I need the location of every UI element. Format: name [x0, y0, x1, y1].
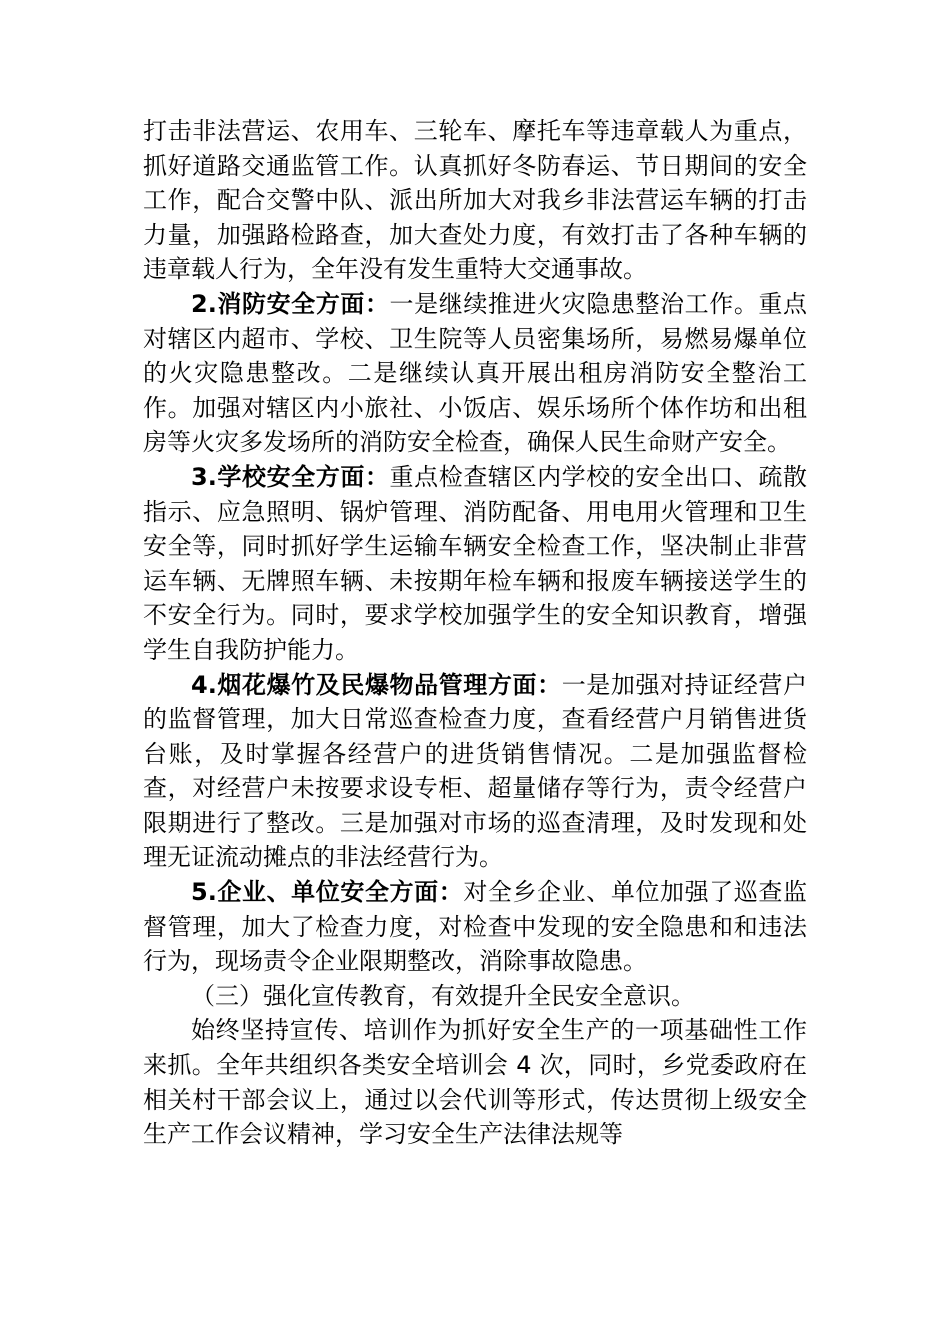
paragraph-text: 重点检查辖区内学校的安全出口、疏散指示、应急照明、锅炉管理、消防配备、用电用火管理和卫生安全等，同时抓好学生运输车辆安全检查工作，坚决制止非营运车辆、无牌照车辆、未按期年检车辆和报废车辆接送学生的不安全行为。同时，要求学校加强学生的安全知识教育，增强学生自我防护能力。 — [143, 462, 807, 664]
paragraph-school-safety — [143, 460, 807, 668]
paragraph-enterprise-safety — [143, 875, 807, 979]
paragraph-text: 始终坚持宣传、培训作为抓好安全生产的一项基础性工作来抓。全年共组织各类安全培训会 4 次，同时，乡党委政府在相关村干部会议上，通过以会代训等形式，传达贯彻上级安全生产工作会议精神，学习安全生产法律法规等 — [143, 1016, 807, 1149]
section-heading-school-safety: 3.学校安全方面： — [191, 462, 390, 491]
paragraph-text: 一是继续推进火灾隐患整治工作。重点对辖区内超市、学校、卫生院等人员密集场所，易燃易爆单位的火灾隐患整改。二是继续认真开展出租房消防安全整治工作。加强对辖区内小旅社、小饭店、娱乐场所个体作坊和出租房等火灾多发场所的消防安全检查，确保人民生命财产安全。 — [143, 289, 807, 457]
paragraph-fireworks — [143, 668, 807, 876]
paragraph-text: 一是加强对持证经营户的监督管理，加大日常巡查检查力度，查看经营户月销售进货台账，及时掌握各经营户的进货销售情况。二是加强监督检查，对经营户未按要求设专柜、超量储存等行为，责令经营户限期进行了整改。三是加强对市场的巡查清理，及时发现和处理无证流动摊点的非法经营行为。 — [143, 670, 808, 872]
paragraph-text: （三）强化宣传教育，有效提升全民安全意识。 — [191, 981, 695, 1010]
paragraph-text: 对全乡企业、单位加强了巡查监督管理，加大了检查力度，对检查中发现的安全隐患和和违法行为，现场责令企业限期整改，消除事故隐患。 — [143, 878, 807, 976]
section-heading-fireworks: 4.烟花爆竹及民爆物品管理方面： — [191, 670, 562, 699]
paragraph-fire-safety — [143, 287, 807, 460]
paragraph-training — [143, 1013, 807, 1151]
paragraph-road-traffic — [143, 114, 807, 287]
section-heading-fire-safety: 2.消防安全方面： — [191, 289, 390, 318]
paragraph-text: 打击非法营运、农用车、三轮车、摩托车等违章载人为重点，抓好道路交通监管工作。认真抓好冬防春运、节日期间的安全工作，配合交警中队、派出所加大对我乡非法营运车辆的打击力量，加强路检路查，加大查处力度，有效打击了各种车辆的违章载人行为，全年没有发生重特大交通事故。 — [143, 117, 807, 284]
section-heading-enterprise-safety: 5.企业、单位安全方面： — [191, 878, 464, 907]
subsection-heading-publicity — [143, 979, 807, 1014]
document-body — [143, 114, 807, 1152]
